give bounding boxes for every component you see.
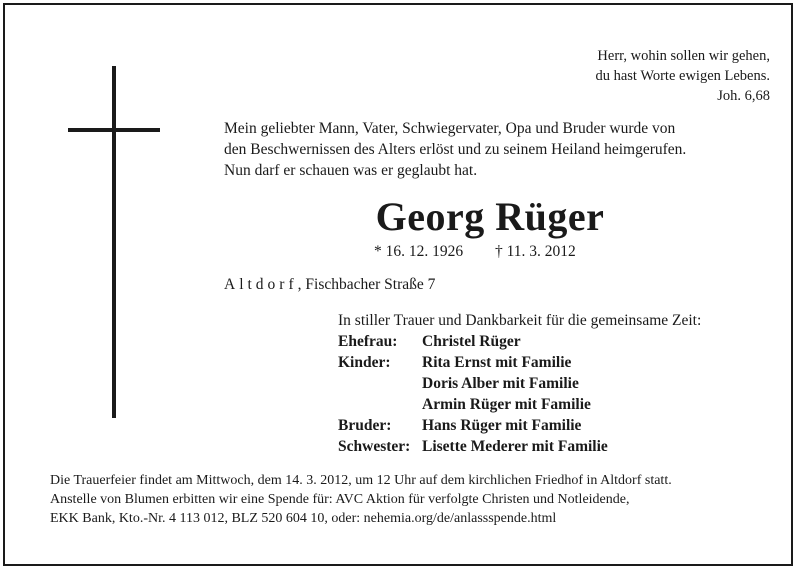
footer-line-2: Anstelle von Blumen erbitten wir eine Spende für: AVC Aktion für verfolgte Christen und Notleidende, (50, 492, 630, 507)
address (224, 276, 435, 294)
intro-line-1: Mein geliebter Mann, Vater, Schwiegervater, Opa und Bruder wurde von (224, 120, 676, 137)
mourner-name: Armin Rüger mit Familie (422, 396, 591, 413)
mourners-heading: In stiller Trauer und Dankbarkeit für die gemeinsame Zeit: (338, 312, 702, 329)
mourner-row (338, 331, 701, 352)
funeral-info (50, 471, 772, 528)
birth-date: * 16. 12. 1926 (374, 243, 464, 260)
address-town: Altdorf (224, 276, 298, 293)
mourner-row (338, 373, 701, 394)
mourner-name: Doris Alber mit Familie (422, 375, 579, 392)
mourner-name: Rita Ernst mit Familie (422, 354, 572, 371)
intro-line-2: den Beschwernissen des Alters erlöst und zu seinem Heiland heimgerufen. (224, 141, 687, 158)
verse-reference: Joh. 6,68 (717, 88, 770, 104)
mourner-role (338, 394, 422, 415)
bible-verse (595, 46, 770, 106)
address-street: , Fischbacher Straße 7 (297, 276, 436, 293)
mourner-role: Bruder: (338, 417, 392, 434)
mourner-role (338, 373, 422, 394)
mourner-row (338, 436, 701, 457)
mourner-name: Lisette Mederer mit Familie (422, 438, 608, 455)
mourner-role: Schwester: (338, 438, 411, 455)
cross-icon (112, 66, 116, 418)
footer-line-1: Die Trauerfeier findet am Mittwoch, dem 14. 3. 2012, um 12 Uhr auf dem kirchlichen Friedhof in Altdorf statt. (50, 473, 672, 488)
intro-line-3: Nun darf er schauen was er geglaubt hat. (224, 162, 478, 179)
verse-line-1: Herr, wohin sollen wir gehen, (597, 48, 770, 64)
mourner-role: Kinder: (338, 354, 391, 371)
cross-icon-bar (68, 128, 160, 132)
mourner-row (338, 415, 701, 436)
mourner-row (338, 394, 701, 415)
verse-line-2: du hast Worte ewigen Lebens. (595, 68, 770, 84)
mourner-role: Ehefrau: (338, 333, 398, 350)
footer-line-3: EKK Bank, Kto.-Nr. 4 113 012, BLZ 520 604 10, oder: nehemia.org/de/anlassspende.html (50, 511, 557, 526)
intro-text (224, 118, 764, 181)
deceased-name: Georg Rüger (375, 194, 605, 239)
death-date: † 11. 3. 2012 (495, 243, 576, 260)
life-dates (374, 243, 576, 261)
mourner-row (338, 352, 701, 373)
mourner-name: Hans Rüger mit Familie (422, 417, 582, 434)
mourner-name: Christel Rüger (422, 333, 521, 350)
mourners-block (338, 310, 701, 457)
